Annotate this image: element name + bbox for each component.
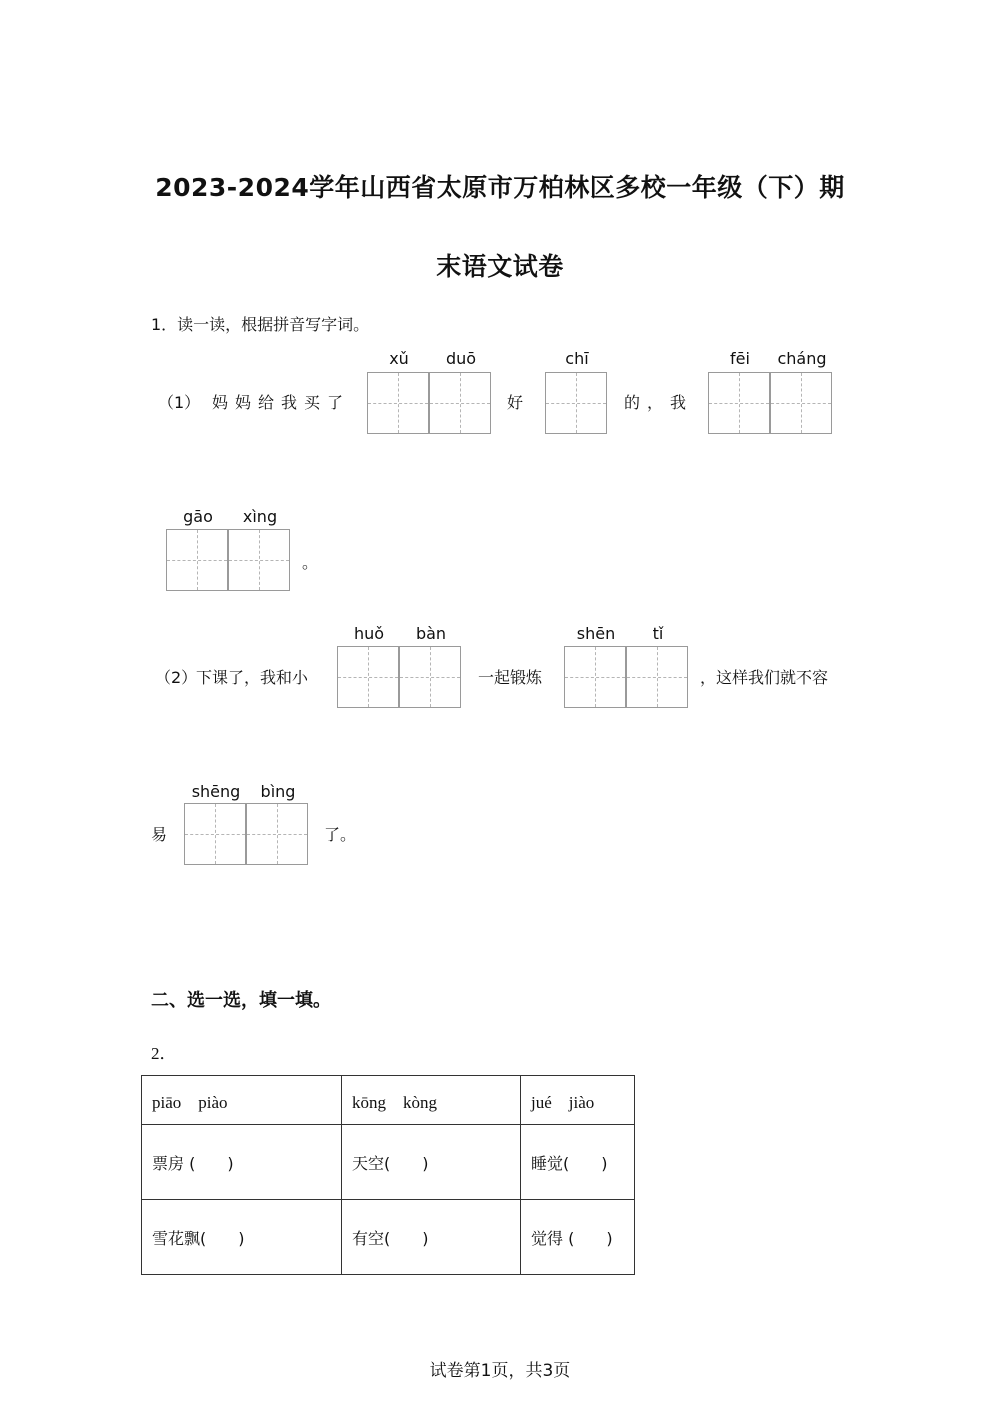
table-cell[interactable]: 天空( ) [342,1125,521,1200]
part-2-text-5: 了。 [324,825,357,844]
tianzige-box[interactable] [184,803,246,865]
tianzige-box[interactable] [545,372,607,434]
part-2-label: （2） [155,668,198,687]
table-header-cell: kōng kòng [342,1076,521,1125]
part-2-text-3: ，这样我们就不容 [700,668,829,687]
pinyin-ban: bàn [415,624,447,643]
question-2-number-text: 2． [151,1044,177,1063]
part-1-text-4: 。 [302,553,319,572]
table-row [142,1125,635,1200]
pinyin-gao: gāo [183,507,213,526]
table-header-cell: jué jiào [521,1076,635,1125]
table-cell[interactable]: 票房 ( ) [142,1125,342,1200]
table-cell[interactable]: 觉得 ( ) [521,1200,635,1275]
pinyin-xing: xìng [242,507,278,526]
table-header-cell: piāo piào [142,1076,342,1125]
tianzige-box[interactable] [429,372,491,434]
part-2-text-2: 一起锻炼 [478,668,543,687]
tianzige-box[interactable] [367,372,429,434]
part-2-text-1: 下课了，我和小 [196,668,309,687]
tianzige-box[interactable] [246,803,308,865]
table-header-row [142,1076,635,1125]
tianzige-box[interactable] [770,372,832,434]
part-1-label: （1） [158,393,201,412]
table-cell[interactable]: 雪花飘( ) [142,1200,342,1275]
pinyin-fei: fēi [730,349,750,368]
tianzige-box[interactable] [337,646,399,708]
pinyin-duo: duō [445,349,477,368]
tianzige-box[interactable] [708,372,770,434]
part-1-text-3: 的，我 [624,393,694,412]
tianzige-box[interactable] [626,646,688,708]
pinyin-shen: shēn [576,624,616,643]
pinyin-huo: huǒ [353,624,385,643]
pinyin-choice-table [141,1075,635,1275]
pinyin-bing: bìng [260,782,296,801]
question-2-number [151,1039,177,1064]
page-footer: 试卷第1页，共3页 [429,1361,571,1381]
part-2-text-4: 易 [151,825,168,844]
pinyin-chang: cháng [777,349,827,368]
page-title-line1: 2023-2024学年山西省太原市万柏林区多校一年级（下）期 [155,173,845,202]
table-cell[interactable]: 睡觉( ) [521,1125,635,1200]
pinyin-xu: xǔ [389,349,409,368]
section-2-heading: 二、选一选，填一填。 [151,990,331,1011]
table-row [142,1200,635,1275]
tianzige-box[interactable] [564,646,626,708]
part-1-text-1: 妈妈给我买了 [212,393,351,412]
tianzige-box[interactable] [228,529,290,591]
pinyin-sheng: shēng [191,782,241,801]
pinyin-ti: tǐ [652,624,664,643]
pinyin-chi: chī [565,349,589,368]
table-cell[interactable]: 有空( ) [342,1200,521,1275]
tianzige-box[interactable] [166,529,228,591]
tianzige-box[interactable] [399,646,461,708]
part-1-text-2: 好 [507,393,524,412]
page-title-line2: 末语文试卷 [436,252,564,281]
question-1-prompt: 1．读一读，根据拼音写字词。 [151,315,370,334]
